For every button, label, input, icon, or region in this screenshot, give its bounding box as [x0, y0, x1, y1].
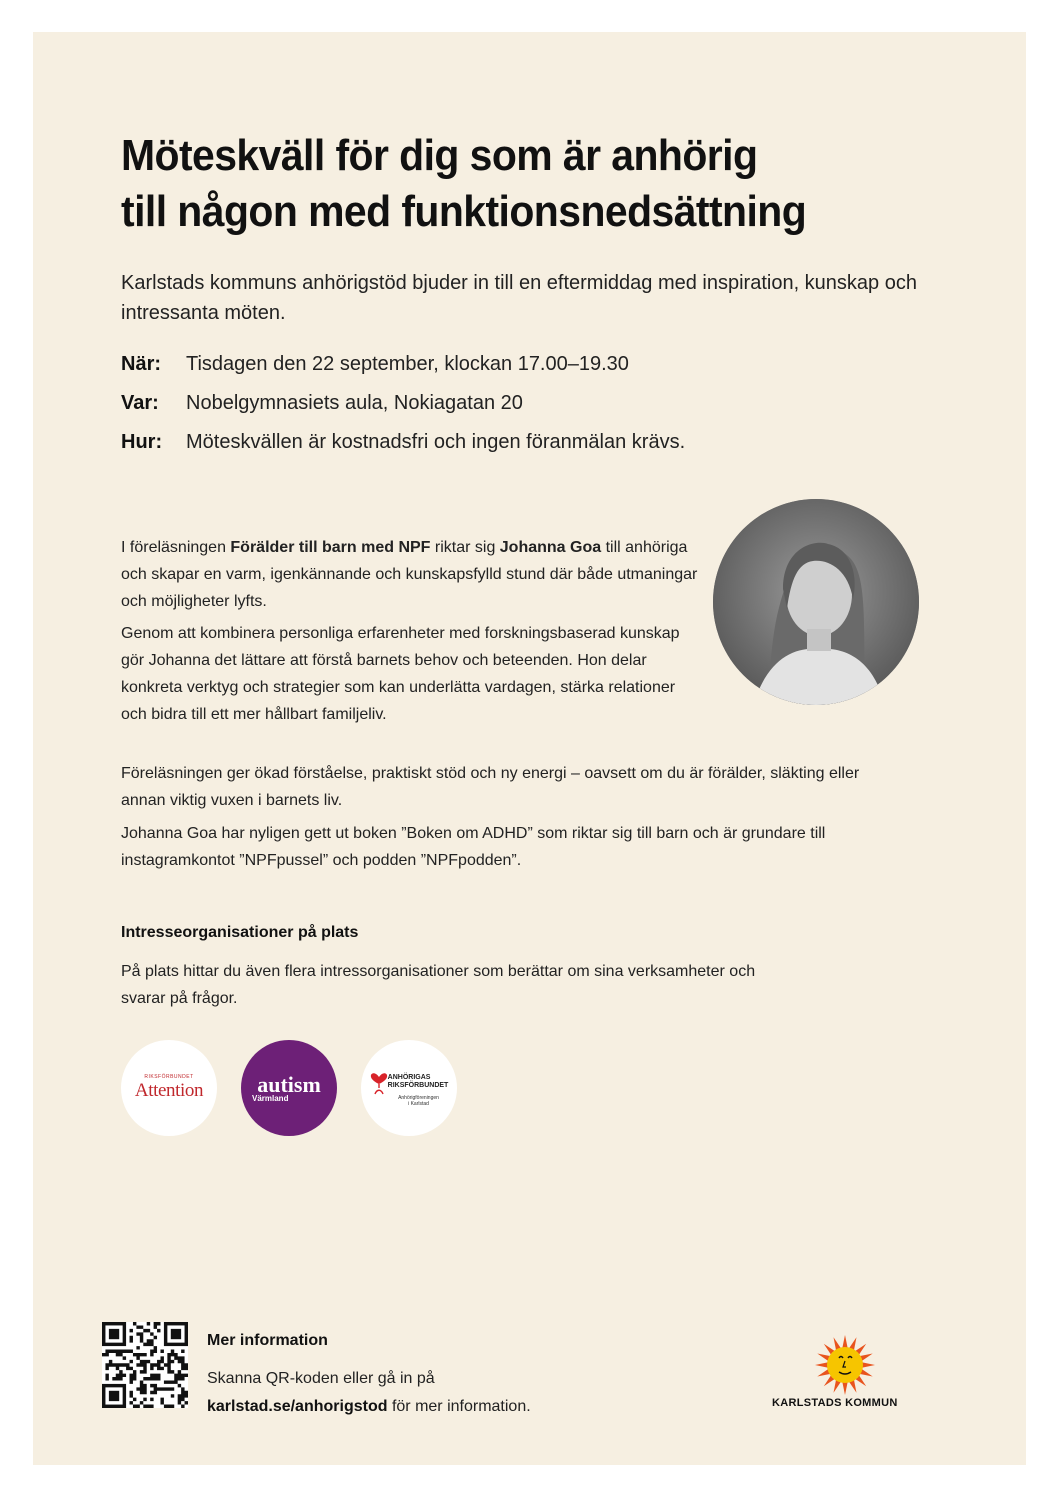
organizations-text: På plats hittar du även flera intressorganisationer som berättar om sina verksamheter och svarar på frågor.	[121, 963, 756, 1007]
text-span: I föreläsningen	[121, 539, 231, 556]
detail-value: Tisdagen den 22 september, klockan 17.00–19.30	[186, 353, 629, 375]
qr-code-graphic	[102, 1322, 188, 1408]
text-span: till anhöriga och skapar en varm, igenkännande och kunskapsfylld stund där både utmaningar och möjligheter lyfts.	[121, 539, 698, 610]
anhorigas-riksforbund-logo	[361, 1040, 457, 1136]
page-title	[121, 128, 939, 240]
portrait-image	[713, 499, 919, 705]
detail-when	[121, 349, 921, 388]
anhorig-name	[388, 1074, 449, 1090]
detail-label: När:	[121, 353, 162, 375]
attention-tagline: RIKSFÖRBUNDET	[144, 1074, 194, 1080]
event-details	[121, 349, 921, 466]
brand-name: KARLSTADS KOMMUN	[772, 1397, 898, 1409]
lecture-title: Förälder till barn med NPF	[230, 539, 431, 556]
attention-wordmark: Attention	[134, 1080, 204, 1101]
title-line-2: till någon med funktionsnedsättning	[121, 187, 807, 236]
anhorig-sub-1: Anhörigföreningen	[398, 1095, 439, 1101]
detail-label: Hur:	[121, 431, 163, 453]
detail-value: Möteskvällen är kostnadsfri och ingen föranmälan krävs.	[186, 431, 686, 453]
more-info-heading: Mer information	[207, 1332, 328, 1349]
detail-label: Var:	[121, 392, 159, 414]
attention-logo	[121, 1040, 217, 1136]
autism-varmland-logo	[241, 1040, 337, 1136]
more-info-line: Skanna QR-koden eller gå in på	[207, 1370, 435, 1387]
title-line-1: Möteskväll för dig som är anhörig	[121, 131, 758, 180]
website-link[interactable]: karlstad.se/anhorigstod	[207, 1398, 388, 1415]
autism-region: Värmland	[252, 1093, 289, 1103]
text-span: riktar sig	[430, 539, 500, 556]
more-info-line-2	[207, 1393, 531, 1421]
lecture-paragraph-4: Johanna Goa har nyligen gett ut boken ”Boken om ADHD” som riktar sig till barn och är grundare till instagramkontot ”NPFpussel” och podden ”NPFpodden”.	[121, 825, 826, 869]
autism-wordmark: autism	[257, 1071, 321, 1097]
anhorig-heart-icon	[370, 1069, 388, 1095]
speaker-name: Johanna Goa	[499, 539, 602, 556]
lecture-paragraph-2: Genom att kombinera personliga erfarenheter med forskningsbaserad kunskap gör Johanna det lättare att förstå barnets behov och beteenden. Hon delar konkreta verktyg och strategier som kan underlätta vardagen, stärka relationer och bidra till ett mer hållbart familjeliv.	[121, 625, 680, 723]
anhorig-sub-2: i Karlstad	[408, 1101, 429, 1107]
poster	[33, 32, 1026, 1465]
speaker-portrait	[713, 499, 919, 705]
more-info-text	[207, 1365, 531, 1421]
anhorig-logo-row	[370, 1069, 449, 1095]
lecture-paragraph-1	[121, 534, 701, 615]
organizations-heading: Intresseorganisationer på plats	[121, 924, 359, 941]
text-span: för mer information.	[387, 1398, 531, 1415]
anhorig-line-1: ANHÖRIGAS	[387, 1074, 431, 1081]
detail-how	[121, 427, 921, 466]
intro-text: Karlstads kommuns anhörigstöd bjuder in till en eftermiddag med inspiration, kunskap och intressanta möten.	[121, 272, 917, 324]
lecture-paragraph-3: Föreläsningen ger ökad förståelse, praktiskt stöd och ny energi – oavsett om du är förälder, släkting eller annan viktig vuxen i barnets liv.	[121, 765, 860, 809]
anhorig-line-2: RIKSFÖRBUNDET	[387, 1082, 449, 1089]
detail-where	[121, 388, 921, 427]
qr-code-icon[interactable]	[102, 1322, 188, 1408]
detail-value: Nobelgymnasiets aula, Nokiagatan 20	[186, 392, 523, 414]
